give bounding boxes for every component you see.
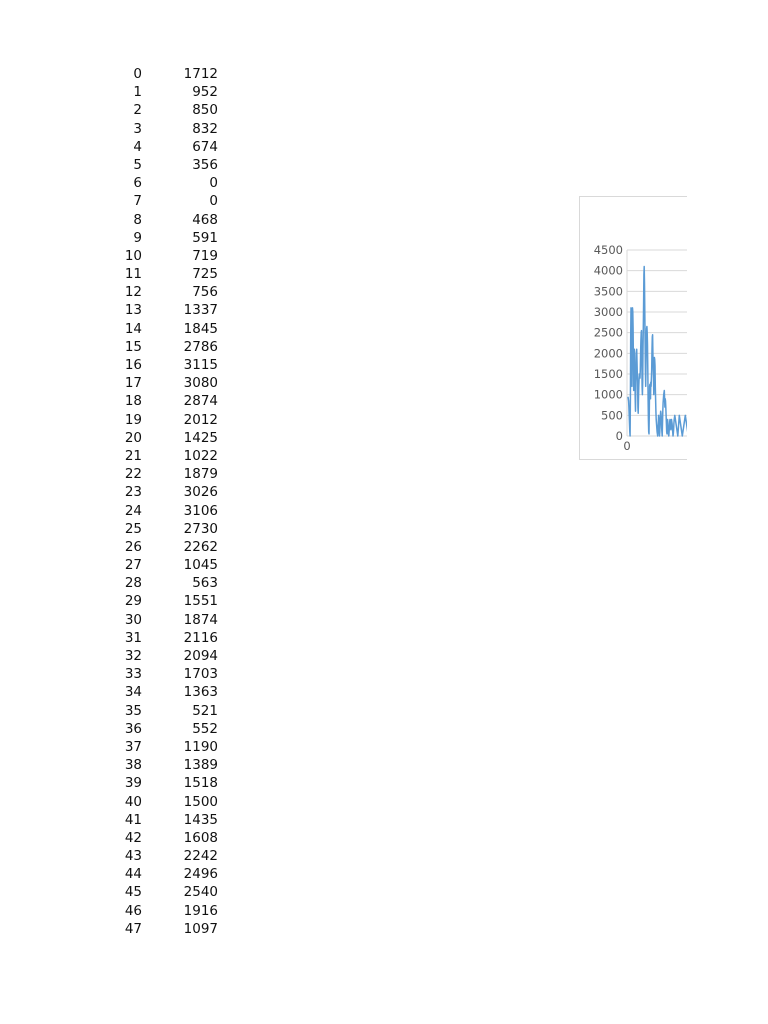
row-value: 0 — [209, 175, 218, 192]
table-row — [100, 156, 218, 174]
row-value: 2496 — [183, 866, 218, 883]
row-index: 3 — [133, 120, 142, 137]
row-value: 1425 — [183, 429, 218, 446]
row-value: 3080 — [183, 375, 218, 392]
table-row — [100, 793, 218, 811]
row-index: 43 — [124, 848, 142, 865]
row-index: 25 — [124, 520, 142, 537]
data-table — [100, 65, 218, 938]
row-value: 1435 — [183, 811, 218, 828]
row-value: 552 — [192, 720, 218, 737]
table-row — [100, 229, 218, 247]
row-index: 9 — [133, 229, 142, 246]
row-index: 44 — [124, 866, 142, 883]
row-index: 1 — [133, 84, 142, 101]
table-row — [100, 720, 218, 738]
table-row — [100, 611, 218, 629]
row-index: 39 — [124, 775, 142, 792]
row-value: 3106 — [183, 502, 218, 519]
row-index: 0 — [133, 66, 142, 82]
row-value: 832 — [192, 120, 218, 137]
row-index: 2 — [133, 102, 142, 119]
table-row — [100, 592, 218, 610]
row-index: 26 — [124, 538, 142, 555]
row-index: 10 — [124, 247, 142, 264]
row-value: 1337 — [183, 302, 218, 319]
table-row — [100, 829, 218, 847]
row-value: 468 — [192, 211, 218, 228]
table-row — [100, 774, 218, 792]
table-row — [100, 647, 218, 665]
table-row — [100, 811, 218, 829]
row-value: 756 — [192, 284, 218, 301]
row-value: 521 — [192, 702, 218, 719]
row-value: 1022 — [183, 447, 218, 464]
table-row — [100, 265, 218, 283]
line-chart[interactable] — [579, 196, 687, 460]
table-row — [100, 738, 218, 756]
table-row — [100, 538, 218, 556]
row-value: 1916 — [183, 902, 218, 919]
table-row — [100, 702, 218, 720]
row-value: 2786 — [183, 338, 218, 355]
table-row — [100, 192, 218, 210]
row-value: 2540 — [183, 884, 218, 901]
row-value: 1500 — [183, 793, 218, 810]
row-value: 2116 — [183, 629, 218, 646]
row-index: 14 — [124, 320, 142, 337]
table-row — [100, 338, 218, 356]
y-tick-label: 3500 — [593, 284, 623, 299]
chart-svg — [580, 197, 687, 459]
y-tick-label: 1500 — [593, 367, 623, 381]
y-tick-label: 3000 — [593, 305, 623, 319]
row-index: 12 — [124, 284, 142, 301]
row-index: 40 — [124, 793, 142, 810]
row-index: 34 — [124, 684, 142, 701]
row-value: 563 — [192, 575, 218, 592]
table-row — [100, 174, 218, 192]
row-value: 1097 — [183, 920, 218, 937]
table-row — [100, 429, 218, 447]
row-index: 15 — [124, 338, 142, 355]
table-row — [100, 392, 218, 410]
x-tick-label: 0 — [623, 439, 631, 453]
table-row — [100, 465, 218, 483]
y-tick-label: 2500 — [593, 325, 623, 340]
row-index: 42 — [124, 829, 142, 846]
row-index: 16 — [124, 357, 142, 373]
row-value: 1190 — [183, 738, 218, 755]
row-value: 1874 — [183, 611, 218, 628]
table-row — [100, 211, 218, 229]
table-row — [100, 101, 218, 119]
row-value: 2262 — [183, 538, 218, 555]
table-row — [100, 683, 218, 701]
row-value: 674 — [192, 138, 218, 155]
row-value: 3115 — [183, 357, 218, 373]
table-row — [100, 411, 218, 429]
table-row — [100, 865, 218, 883]
row-index: 27 — [124, 557, 142, 574]
row-index: 38 — [124, 757, 142, 774]
row-index: 20 — [124, 429, 142, 446]
table-row — [100, 902, 218, 920]
row-value: 1389 — [183, 757, 218, 774]
table-row — [100, 374, 218, 392]
row-index: 7 — [133, 193, 142, 210]
row-index: 11 — [124, 266, 142, 283]
row-index: 41 — [124, 811, 142, 828]
row-value: 1845 — [183, 320, 218, 337]
row-value: 591 — [192, 229, 218, 246]
row-value: 725 — [192, 266, 218, 283]
row-index: 17 — [124, 375, 142, 392]
table-row — [100, 883, 218, 901]
row-value: 1518 — [183, 775, 218, 792]
series-line — [628, 267, 687, 436]
row-index: 28 — [124, 575, 142, 592]
table-row — [100, 502, 218, 520]
row-index: 37 — [124, 738, 142, 755]
table-row — [100, 320, 218, 338]
table-row — [100, 447, 218, 465]
y-tick-label: 4000 — [593, 263, 623, 278]
row-value: 1363 — [183, 684, 218, 701]
table-row — [100, 283, 218, 301]
table-row — [100, 247, 218, 265]
row-index: 35 — [124, 702, 142, 719]
row-index: 19 — [124, 411, 142, 428]
table-row — [100, 574, 218, 592]
table-row — [100, 629, 218, 647]
y-tick-label: 0 — [615, 429, 623, 443]
row-index: 29 — [124, 593, 142, 610]
row-value: 1608 — [183, 829, 218, 846]
row-index: 33 — [124, 666, 142, 683]
y-tick-label: 2000 — [593, 346, 623, 361]
row-value: 2874 — [183, 393, 218, 410]
row-index: 22 — [124, 466, 142, 483]
row-value: 850 — [192, 102, 218, 119]
row-index: 24 — [124, 502, 142, 519]
table-row — [100, 756, 218, 774]
table-row — [100, 483, 218, 501]
row-value: 2242 — [183, 848, 218, 865]
row-index: 46 — [124, 902, 142, 919]
row-index: 36 — [124, 720, 142, 737]
table-row — [100, 920, 218, 938]
table-row — [100, 83, 218, 101]
table-row — [100, 847, 218, 865]
row-index: 32 — [124, 648, 142, 664]
row-index: 8 — [133, 211, 142, 228]
row-value: 0 — [209, 193, 218, 210]
row-value: 1712 — [183, 66, 218, 82]
row-index: 47 — [124, 920, 142, 937]
row-index: 6 — [133, 175, 142, 192]
row-index: 13 — [124, 302, 142, 319]
row-value: 2094 — [183, 648, 218, 664]
row-index: 45 — [124, 884, 142, 901]
table-row — [100, 65, 218, 83]
table-row — [100, 138, 218, 156]
row-value: 1703 — [183, 666, 218, 683]
row-value: 2730 — [183, 520, 218, 537]
row-value: 719 — [192, 247, 218, 264]
row-value: 1879 — [183, 466, 218, 483]
row-value: 1551 — [183, 593, 218, 610]
row-index: 21 — [124, 447, 142, 464]
y-tick-label: 1000 — [593, 387, 623, 402]
table-row — [100, 556, 218, 574]
row-index: 18 — [124, 393, 142, 410]
row-value: 952 — [192, 84, 218, 101]
row-index: 4 — [133, 138, 142, 155]
y-tick-label: 500 — [601, 408, 623, 423]
table-row — [100, 356, 218, 374]
row-value: 3026 — [183, 484, 218, 501]
row-index: 30 — [124, 611, 142, 628]
table-row — [100, 301, 218, 319]
table-row — [100, 665, 218, 683]
row-index: 31 — [124, 629, 142, 646]
table-row — [100, 120, 218, 138]
row-index: 23 — [124, 484, 142, 501]
table-row — [100, 520, 218, 538]
y-tick-label: 4500 — [593, 243, 623, 257]
row-index: 5 — [133, 156, 142, 173]
row-value: 2012 — [183, 411, 218, 428]
row-value: 1045 — [183, 557, 218, 574]
row-value: 356 — [192, 156, 218, 173]
